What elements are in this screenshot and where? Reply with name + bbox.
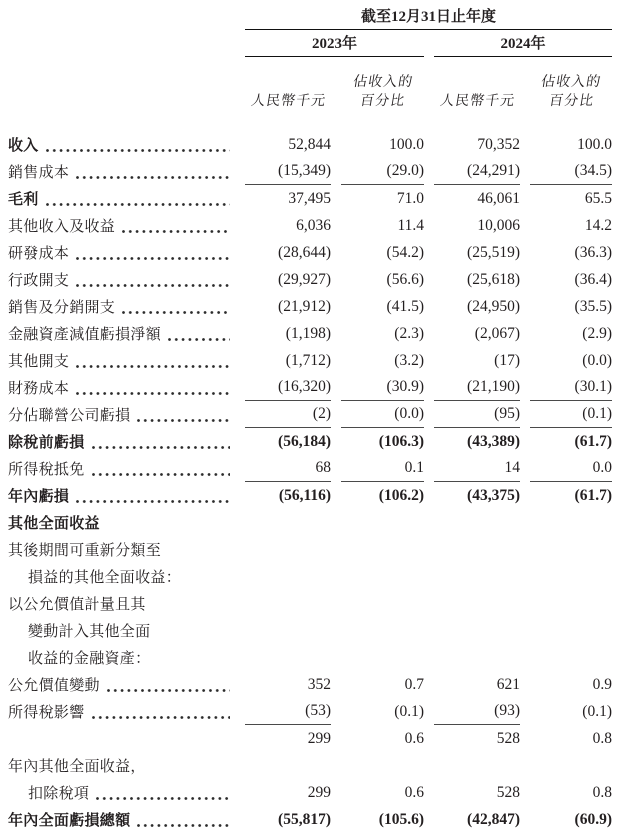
cell-2024-rmb: (25,519): [467, 243, 520, 261]
row-label: 其他收入及收益: [8, 219, 116, 235]
cell-2024-pct: (36.3): [574, 243, 612, 261]
cell-2023-rmb: (1,198): [285, 324, 331, 342]
dot-leader: [76, 365, 230, 368]
row-finance-costs: [8, 374, 612, 401]
cell-2024-rmb: 621: [496, 675, 520, 693]
cell-2023-pct: 0.1: [341, 455, 424, 482]
dot-leader: [46, 203, 230, 206]
cell-2023-rmb: (29,927): [278, 270, 331, 288]
cell-2023-pct: (3.2): [394, 351, 424, 369]
subcol-2023-percent: 佔收入的 百分比: [351, 75, 414, 109]
row-oci-reclassifiable-line1: [8, 536, 612, 563]
cell-2023-pct: (2.3): [394, 324, 424, 342]
cell-2024-pct: 65.5: [584, 189, 612, 207]
dot-leader: [76, 284, 230, 287]
cell-2023-rmb: (21,912): [278, 297, 331, 315]
cell-2024-pct: (34.5): [530, 158, 612, 185]
cell-2023-rmb: (55,817): [278, 810, 331, 828]
cell-2023-pct: 0.7: [404, 675, 424, 693]
cell-2024-pct: 0.8: [592, 783, 612, 801]
dot-leader: [76, 257, 230, 260]
cell-2024-rmb: (95): [434, 401, 520, 428]
cell-2024-pct: (35.5): [574, 297, 612, 315]
cell-2023-pct: 100.0: [389, 135, 424, 153]
cell-2024-pct: 100.0: [577, 135, 612, 153]
cell-2023-rmb: 68: [245, 455, 331, 482]
row-admin-expenses: [8, 266, 612, 293]
cell-2023-pct: 71.0: [396, 189, 424, 207]
cell-2023-pct: 0.6: [404, 783, 424, 801]
row-label: 行政開支: [8, 273, 70, 289]
row-fvoci-line1: [8, 590, 612, 617]
row-total-comprehensive-loss: [8, 806, 612, 833]
cell-2024-pct: (0.1): [530, 401, 612, 428]
row-label: 變動計入其他全面: [28, 624, 151, 640]
row-loss-before-tax: [8, 428, 612, 455]
cell-2024-pct: (61.7): [574, 432, 612, 450]
dot-leader: [122, 230, 230, 233]
cell-2024-pct: (30.1): [530, 374, 612, 401]
cell-2024-pct: (0.0): [582, 351, 612, 369]
cell-2023-rmb: (1,712): [285, 351, 331, 369]
subcol-2024-currency: 人民幣千元: [438, 94, 516, 109]
cell-2023-pct: (0.0): [341, 401, 424, 428]
year-2024-header: 2024年: [434, 32, 612, 57]
row-label: 其後期間可重新分類至: [8, 543, 162, 559]
row-label: 銷售及分銷開支: [8, 300, 116, 316]
cell-2023-pct: (54.2): [386, 243, 424, 261]
cell-2023-pct: (0.1): [394, 702, 424, 720]
cell-2024-pct: (60.9): [574, 810, 612, 828]
cell-2024-rmb: 70,352: [477, 135, 520, 153]
row-label: 所得稅抵免: [8, 462, 85, 478]
row-oci-header: [8, 509, 612, 536]
cell-2023-rmb: 299: [307, 783, 331, 801]
cell-2023-rmb: 352: [307, 675, 331, 693]
cell-2023-pct: (30.9): [341, 374, 424, 401]
row-label: 收益的金融資產：: [28, 651, 151, 667]
row-label: 年內其他全面收益，: [8, 759, 146, 775]
row-label: 年內虧損: [8, 489, 70, 505]
cell-2024-pct: 0.9: [592, 675, 612, 693]
dot-leader: [168, 338, 230, 341]
cell-2023-pct: (29.0): [341, 158, 424, 185]
cell-2024-rmb: (43,389): [467, 432, 520, 450]
row-loss-for-year: [8, 482, 612, 509]
row-label: 以公允價值計量且其: [8, 597, 146, 613]
cell-2024-rmb: 528: [496, 783, 520, 801]
cell-2023-rmb: 299: [307, 729, 331, 747]
cell-2024-rmb: (42,847): [467, 810, 520, 828]
row-label: 金融資產減值虧損淨額: [8, 327, 162, 343]
row-gross-profit: [8, 185, 612, 212]
row-cost-of-sales: [8, 158, 612, 185]
row-income-tax-credit: [8, 455, 612, 482]
cell-2023-rmb: (53): [245, 698, 331, 725]
row-label: 財務成本: [8, 381, 70, 397]
cell-2024-rmb: (2,067): [474, 324, 520, 342]
row-oci-reclassifiable-line2: [8, 563, 612, 590]
row-oci-subtotal: [8, 725, 612, 752]
cell-2024-rmb: 14: [434, 455, 520, 482]
cell-2023-rmb: (15,349): [245, 158, 331, 185]
dot-leader: [46, 149, 230, 152]
cell-2024-rmb: (25,618): [467, 270, 520, 288]
table-header-period-row: [8, 6, 612, 30]
row-other-expenses: [8, 347, 612, 374]
dot-leader: [92, 473, 230, 476]
row-label: 毛利: [8, 192, 39, 208]
row-fvoci-line3: [8, 644, 612, 671]
cell-2023-rmb: 37,495: [288, 189, 331, 207]
cell-2023-rmb: (16,320): [245, 374, 331, 401]
row-fair-value-change: [8, 671, 612, 698]
dot-leader: [76, 176, 230, 179]
row-rd-costs: [8, 239, 612, 266]
cell-2023-pct: (106.3): [378, 432, 424, 450]
row-label: 所得稅影響: [8, 705, 85, 721]
row-oci-net-of-tax: [8, 779, 612, 806]
dot-leader: [122, 311, 230, 314]
cell-2023-rmb: (56,184): [278, 432, 331, 450]
row-label: 其他開支: [8, 354, 70, 370]
cell-2023-pct: 0.6: [404, 729, 424, 747]
cell-2024-rmb: (24,291): [434, 158, 520, 185]
cell-2024-pct: (2.9): [582, 324, 612, 342]
dot-leader: [76, 500, 230, 503]
dot-leader: [92, 446, 230, 449]
table-header-years-row: [8, 30, 612, 57]
cell-2023-rmb: (56,116): [278, 486, 331, 504]
cell-2024-rmb: 528: [496, 729, 520, 747]
row-revenue: [8, 131, 612, 158]
cell-2024-rmb: (43,375): [467, 486, 520, 504]
cell-2023-pct: (106.2): [378, 486, 424, 504]
row-share-of-associates-loss: [8, 401, 612, 428]
cell-2023-pct: (105.6): [378, 810, 424, 828]
row-label: 除稅前虧損: [8, 435, 85, 451]
dot-leader: [92, 716, 230, 719]
cell-2024-pct: 0.0: [530, 455, 612, 482]
subcol-2023-currency: 人民幣千元: [249, 94, 327, 109]
cell-2024-pct: 14.2: [584, 216, 612, 234]
row-label: 年內全面虧損總額: [8, 813, 131, 829]
row-label: 公允價值變動: [8, 678, 100, 694]
row-label: 收入: [8, 138, 39, 154]
row-label: 其他全面收益: [8, 516, 100, 532]
dot-leader: [107, 689, 230, 692]
cell-2023-rmb: (28,644): [278, 243, 331, 261]
cell-2024-pct: (61.7): [574, 486, 612, 504]
dot-leader: [137, 824, 230, 827]
cell-2023-rmb: 6,036: [296, 216, 331, 234]
cell-2023-rmb: 52,844: [288, 135, 331, 153]
cell-2023-rmb: (2): [245, 401, 331, 428]
cell-2023-pct: 11.4: [397, 216, 424, 234]
cell-2024-rmb: (21,190): [434, 374, 520, 401]
cell-2023-pct: (56.6): [386, 270, 424, 288]
row-impairment-losses: [8, 320, 612, 347]
cell-2024-rmb: (93): [434, 698, 520, 725]
row-income-tax-effect: [8, 698, 612, 725]
cell-2024-rmb: (24,950): [467, 297, 520, 315]
cell-2024-pct: (0.1): [582, 702, 612, 720]
row-label: 損益的其他全面收益：: [28, 570, 182, 586]
cell-2023-pct: (41.5): [386, 297, 424, 315]
row-label: 分佔聯營公司虧損: [8, 408, 131, 424]
cell-2024-pct: (36.4): [574, 270, 612, 288]
row-oci-for-year-line1: [8, 752, 612, 779]
year-2023-header: 2023年: [245, 32, 424, 57]
cell-2024-rmb: 10,006: [477, 216, 520, 234]
cell-2024-pct: 0.8: [592, 729, 612, 747]
row-label: 扣除稅項: [28, 786, 90, 802]
dot-leader: [76, 392, 230, 395]
row-other-income: [8, 212, 612, 239]
dot-leader: [137, 419, 230, 422]
cell-2024-rmb: (17): [494, 351, 520, 369]
row-label: 研發成本: [8, 246, 70, 262]
row-fvoci-line2: [8, 617, 612, 644]
row-label: 銷售成本: [8, 165, 70, 181]
table-header-subcolumns-row: [8, 57, 612, 111]
dot-leader: [96, 797, 230, 800]
row-selling-expenses: [8, 293, 612, 320]
subcol-2024-percent: 佔收入的 百分比: [539, 75, 603, 109]
period-header: 截至12月31日止年度: [245, 5, 612, 30]
cell-2024-rmb: 46,061: [477, 189, 520, 207]
